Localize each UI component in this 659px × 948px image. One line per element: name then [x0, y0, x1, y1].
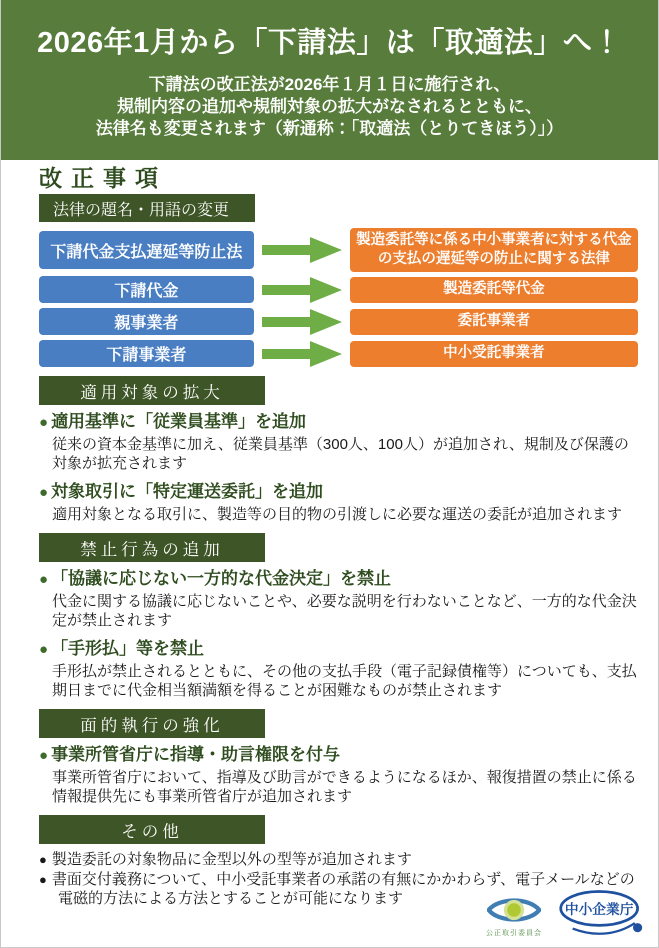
item-body-text: 手形払が禁止されるとともに、その他の支払手段（電子記録債権等）についても、支払期日までに代金相当額満額を得ることが困難なものが禁止されます	[52, 663, 637, 699]
new-term-box: 製造委託等に係る中小事業者に対する代金の支払の遅延等の防止に関する法律	[350, 228, 638, 272]
bullet-icon: ●	[39, 852, 47, 867]
category-box-law-name-change: 法律の題名・用語の変更	[39, 194, 255, 222]
item-heading-text: 事業所管省庁に指導・助言権限を付与	[51, 745, 341, 764]
item-heading	[39, 744, 638, 767]
rename-row-3	[39, 308, 638, 335]
item-body-text: 代金に関する協議に応じないことや、必要な説明を行わないことなど、一方的な代金決定が禁止されます	[52, 593, 637, 629]
new-term-box: 中小受託事業者	[350, 341, 638, 367]
section-box-others: その他	[39, 815, 265, 844]
plain-item-text: 製造委託の対象物品に金型以外の型等が追加されます	[51, 851, 412, 868]
revision-items-heading: 改正事項	[39, 165, 167, 191]
new-term-box: 委託事業者	[350, 309, 638, 335]
item-body-text: 適用対象となる取引に、製造等の目的物の引渡しに必要な運送の委託が追加されます	[52, 506, 623, 523]
list-item	[39, 411, 638, 473]
old-term-box: 下請事業者	[39, 340, 254, 367]
subtitle-line-1: 下請法の改正法が2026年１月１日に施行され、	[148, 75, 511, 94]
arrow-right-icon	[254, 309, 350, 335]
bullet-icon: ●	[39, 414, 49, 431]
item-heading-text: 「協議に応じない一方的な代金決定」を禁止	[51, 569, 392, 588]
section-box-enforcement: 面的執行の強化	[39, 709, 265, 738]
arrow-right-icon	[254, 277, 350, 303]
header-subtitle	[1, 74, 658, 140]
section-box-prohibited-acts: 禁止行為の追加	[39, 533, 265, 562]
old-term-box: 親事業者	[39, 308, 254, 335]
old-term-box: 下請代金	[39, 276, 254, 303]
rename-row-2	[39, 276, 638, 303]
item-body-text: 事業所管省庁において、指導及び助言ができるようになるほか、報復措置の禁止に係る情報提供先にも事業所管省庁が追加されます	[52, 769, 637, 805]
arrow-right-icon	[254, 341, 350, 367]
sme-agency-logo	[558, 888, 644, 943]
jftc-eye-icon	[487, 893, 541, 927]
list-item	[39, 850, 638, 869]
plain-item-text: 書面交付義務について、中小受託事業者の承諾の有無にかかわらず、電子メールなどの電磁的方法による方法とすることが可能になります	[51, 871, 635, 907]
section-box-scope-expansion: 適用対象の拡大	[39, 376, 265, 405]
header-banner	[1, 0, 658, 160]
bullet-icon: ●	[39, 571, 49, 588]
item-heading	[39, 481, 638, 504]
bullet-icon: ●	[39, 484, 49, 501]
old-term-box: 下請代金支払遅延等防止法	[39, 231, 254, 269]
jftc-logo-caption: 公正取引委員会	[486, 930, 542, 937]
new-term-box: 製造委託等代金	[350, 277, 638, 303]
arrow-right-icon	[254, 237, 350, 263]
list-item	[39, 638, 638, 700]
item-heading	[39, 568, 638, 591]
bullet-icon: ●	[39, 872, 47, 887]
sme-logo-text: 中小企業庁	[564, 901, 634, 917]
page-title: 2026年1月から「下請法」は「取適法」へ！	[37, 27, 622, 59]
footer-logos	[486, 888, 644, 943]
item-heading-text: 適用基準に「従業員基準」を追加	[51, 412, 307, 431]
item-heading	[39, 411, 638, 434]
main-content	[1, 160, 658, 908]
bullet-icon: ●	[39, 747, 49, 764]
jftc-logo	[486, 893, 542, 938]
list-item	[39, 481, 638, 524]
item-heading-text: 「手形払」等を禁止	[51, 639, 205, 658]
bullet-icon: ●	[39, 641, 49, 658]
rename-row-1	[39, 228, 638, 272]
item-heading-text: 対象取引に「特定運送委託」を追加	[51, 482, 324, 501]
subtitle-line-2: 規制内容の追加や規制対象の拡大がなされるとともに、	[117, 97, 542, 116]
list-item	[39, 568, 638, 630]
list-item	[39, 744, 638, 806]
sme-agency-logo-icon	[558, 888, 644, 938]
rename-row-4	[39, 340, 638, 367]
item-heading	[39, 638, 638, 661]
subtitle-line-3: 法律名も変更されます（新通称：「取適法（とりてきほう）」）	[95, 119, 564, 138]
item-body-text: 従来の資本金基準に加え、従業員基準（300人、100人）が追加され、規制及び保護の対象が拡充されます	[52, 436, 629, 472]
